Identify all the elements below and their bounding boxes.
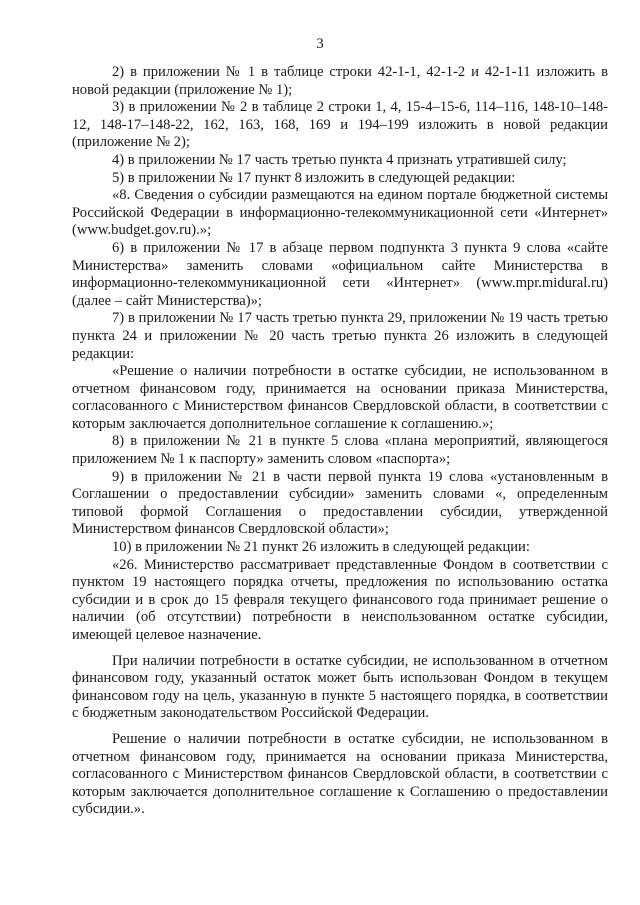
- paragraph-item-10: 10) в приложении № 21 пункт 26 изложить в следующей редакции:: [112, 539, 530, 556]
- paragraph-item-7: 7) в приложении № 17 часть третью пункта 29, приложении № 19 часть третью пункта 24 и приложении № 20 часть третью пункта 26 изложить в следующей редакции:: [72, 310, 608, 362]
- paragraph-item-3: 3) в приложении № 2 в таблице 2 строки 1, 4, 15-4–15-6, 114–116, 148-10–148-12, 148-17–148-22, 162, 163, 168, 169 и 194–199 изложить в новой редакции (приложение № 2);: [72, 99, 608, 151]
- remainder-usage-paragraph: При наличии потребности в остатке субсидии, не использованном в отчетном финансовом году, указанный остаток может быть использован Фондом в текущем финансовом году на цель, указанную в пункте 5 настоящего порядка, в соответствии с бюджетным законодательством Российской Федерации.: [72, 652, 608, 722]
- quoted-paragraph-26: «26. Министерство рассматривает представленные Фондом в соответствии с пунктом 19 настоящего порядка отчеты, предложения по использованию остатка субсидии и в срок до 15 февраля текущего финансового года принимает решение о наличии (об отсутствии) потребности в неиспользованном остатке субсидии, имеющей целевое назначение.: [72, 556, 608, 643]
- quoted-paragraph-8: «8. Сведения о субсидии размещаются на едином портале бюджетной системы Российской Федерации в информационно-телекоммуникационной сети «Интернет» (www.budget.gov.ru).»;: [72, 187, 608, 239]
- paragraph-item-2: 2) в приложении № 1 в таблице строки 42-1-1, 42-1-2 и 42-1-11 изложить в новой редакции (приложение № 1);: [72, 64, 608, 98]
- document-body: [72, 64, 608, 819]
- final-decision-paragraph: Решение о наличии потребности в остатке субсидии, не использованном в отчетном финансовом году, принимается на основании приказа Министерства, согласованного с Министерством финансов Свердловской области, в соответствии с которым заключается дополнительное соглашение к Соглашению о предоставлении субсидии.».: [72, 730, 608, 818]
- paragraph-item-6: 6) в приложении № 17 в абзаце первом подпункта 3 пункта 9 слова «сайте Министерства» заменить словами «официальном сайте Министерства в информационно-телекоммуникационной сети «Интернет» (www.mpr.midural.ru) (далее – сайт Министерства)»;: [72, 239, 608, 309]
- paragraph-item-5: 5) в приложении № 17 пункт 8 изложить в следующей редакции:: [112, 169, 516, 186]
- paragraph-item-4: 4) в приложении № 17 часть третью пункта 4 признать утратившей силу;: [112, 151, 567, 168]
- page-number: 3: [316, 36, 324, 52]
- quoted-decision-paragraph: «Решение о наличии потребности в остатке субсидии, не использованном в отчетном финансовом году, принимается на основании приказа Министерства, согласованного с Министерством финансов Свердловской области, в соответствии с которым заключается дополнительное соглашение к соглашению.»;: [72, 363, 608, 432]
- paragraph-item-9: 9) в приложении № 21 в части первой пункта 19 слова «установленным в Соглашении о предоставлении субсидии» заменить словами «, определенным типовой формой Соглашения о предоставлении субсидии, утвержденной Министерством финансов Свердловской области»;: [72, 468, 608, 538]
- paragraph-item-8: 8) в приложении № 21 в пункте 5 слова «плана мероприятий, являющегося приложением № 1 к паспорту» заменить словом «паспорта»;: [72, 433, 608, 468]
